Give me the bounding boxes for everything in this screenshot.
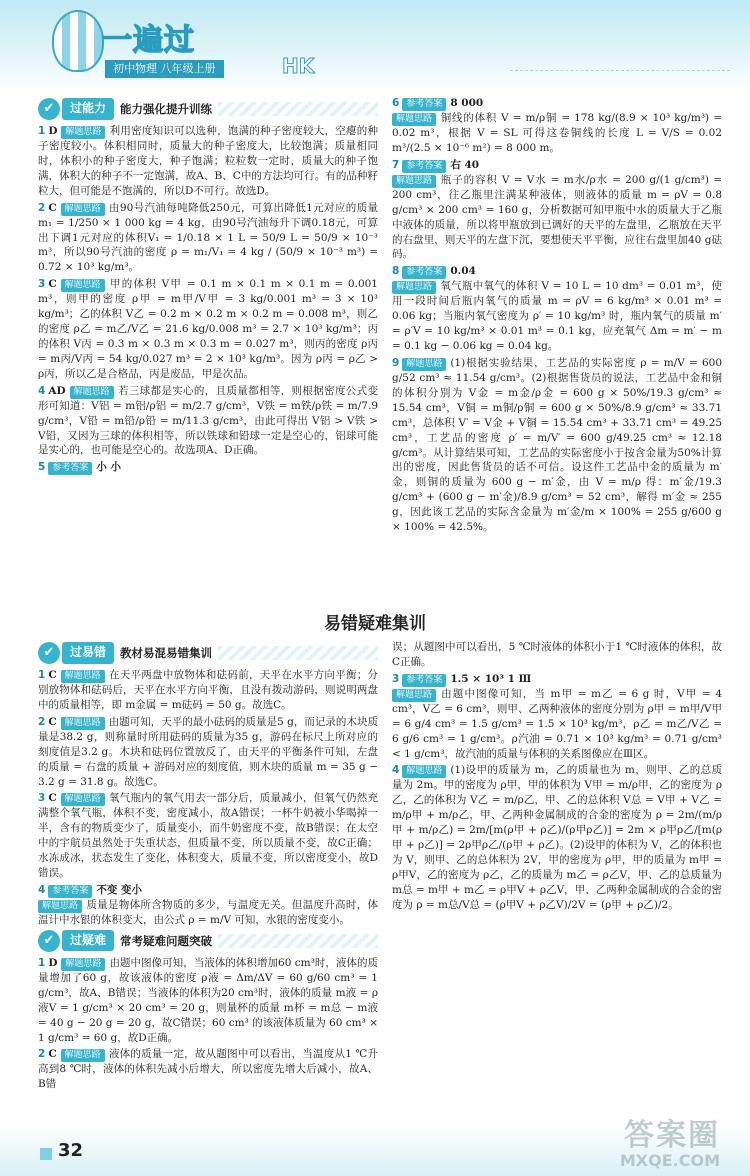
item-answer: C <box>48 1048 57 1061</box>
analysis-label: 解题思路 <box>61 717 105 730</box>
answer-item <box>38 1047 378 1092</box>
answer-item <box>38 883 378 928</box>
right-column-bottom <box>392 640 722 915</box>
item-number: 3 <box>38 792 46 805</box>
item-answer: C <box>48 669 57 681</box>
answer-item <box>392 672 722 762</box>
item-answer: C <box>48 201 57 214</box>
section-header-mistakes <box>38 642 378 664</box>
answer-item <box>392 763 722 912</box>
answer-item <box>38 201 378 276</box>
answer-item <box>38 460 378 475</box>
analysis-label: 解题思路 <box>392 689 436 702</box>
reference-answer: 1.5 × 10³ 1 Ⅲ <box>450 672 532 685</box>
section-bar <box>218 646 378 660</box>
answer-item <box>38 956 378 1046</box>
item-text: 质量是物体所含物质的多少，与温度无关。但温度升高时，体温计中水银的体积变大，由公式 ρ = m/V 可知，水银的密度变小。 <box>38 898 378 926</box>
analysis-label: 解题思路 <box>61 203 105 216</box>
reference-answer: 右 40 <box>450 158 480 171</box>
item-answer: D <box>48 956 58 969</box>
watermark: 答案圈 MXQE.COM <box>619 1118 720 1171</box>
analysis-label: 解题思路 <box>392 281 436 294</box>
section-desc: 常考疑难问题突破 <box>120 933 213 948</box>
item-text: 由题中图像可知，当液体的体积增加60 cm³时，液体的质量增加了60 g，故该液体的密度 ρ液 = Δm/ΔV = 60 g/60 cm³ = 1 g/cm³，故A、B错误；当液体的体积为20 cm³时，液体的质量 m液 = ρ液V = 1 g/cm³ × 20 cm³ = 20 g，则量杯的质量 m杯 = m总 − m液 = 40 g − 20 g = 20 g，故C错误；60 cm³ 的该液体质量为 60 cm³ × 1 g/cm³ = 60 g，故D正确。 <box>38 956 378 1044</box>
section-bar <box>218 102 378 116</box>
item-text: 甲的体积 V甲 = 0.1 m × 0.1 m × 0.1 m = 0.001 m³，则甲的密度 ρ甲 = m甲/V甲 = 3 kg/0.001 m³ = 3 × 10³ kg/m³；乙的体积 V乙 = 0.2 m × 0.2 m × 0.2 m = 0.008 m³，则乙的密度 ρ乙 = m乙/V乙 = 21.6 kg/0.008 m³ = 2.7 × 10³ kg/m³；丙的体积 V丙 = 0.3 m × 0.3 m × 0.3 m = 0.027 m³，则丙的密度 ρ丙 = m丙/V丙 = 54 kg/0.027 m³ = 2 × 10³ kg/m³。因为 ρ丙 = ρ乙 > ρ丙，所以乙是合格品，丙是废品，甲是次品。 <box>38 278 378 380</box>
check-icon: ✔ <box>38 98 60 120</box>
answer-item <box>392 264 722 354</box>
answer-item <box>392 356 722 535</box>
book-subtitle: 初中物理 八年级上册 <box>105 60 224 78</box>
check-icon: ✔ <box>38 642 60 664</box>
analysis-label: 解题思路 <box>38 900 82 913</box>
item-number: 8 <box>392 265 400 278</box>
analysis-label: 解题思路 <box>402 358 446 371</box>
item-number: 4 <box>392 764 400 777</box>
section-tag: 过易错 <box>62 642 114 663</box>
reference-answer: 小 小 <box>96 461 121 474</box>
item-text: 瓶子的容积 V = V水 = m水/ρ水 = 200 g/(1 g/cm³) = 200 cm³，往乙瓶里注满某种液体，则液体的质量 m = ρV = 0.8 g/cm³ × 200 cm³ = 160 g，分析数据可知甲瓶中水的质量大于乙瓶中液体的质量，所以将甲瓶放到已调好的天平的左盘里，乙瓶放在天平的右盘里，则天平的左盘下沉，要想使天平平衡，应往右盘里加40 g砝码。 <box>392 173 722 261</box>
analysis-label: 解题思路 <box>61 1049 105 1062</box>
section-header-difficult <box>38 930 378 952</box>
section-header-ability <box>38 98 378 120</box>
item-text: 由题可知，天平的最小砝码的质量是5 g，而记录的木块质量是38.2 g，则称量时所用砝码的质量为35 g，游码在标尺上所对应的刻度值是3.2 g。木块和砝码位置放反了，由天平的平衡条件可知，左盘的质量 = 右盘的质量 + 游码对应的刻度值，则木块的质量 m = 35 g − 3.2 g = 31.8 g。故选C。 <box>38 715 378 788</box>
item-answer: D <box>48 125 58 137</box>
answer-item <box>38 124 378 199</box>
item-text: 在天平两盘中放物体和砝码前，天平在水平方向平衡；分别放物体和砝码后，天平在水平方向平衡，且没有拨动游码，则说明两盘中的质量相等，即 m金属 = m砝码 = 50 g。故选C。 <box>38 669 378 711</box>
item-number: 2 <box>38 1048 46 1061</box>
page-number: 32 <box>58 1140 84 1162</box>
answer-item <box>38 668 378 713</box>
reference-label: 参考答案 <box>48 885 92 898</box>
item-text: (1)设甲的质量为 m，乙的质量也为 m，则甲、乙的总质量为 2m。甲的密度为 ρ甲，甲的体积为 V甲 = m/ρ甲，乙的密度为 ρ乙，乙的体积为 V乙 = m/ρ乙，甲、乙的总体积 V总 = V甲 + V乙 = m/ρ甲 + m/ρ乙，甲、乙两种金属制成的合金的密度为 ρ = 2m/(m/ρ甲 + m/ρ乙) = 2m/[m(ρ甲 + ρ乙)/(ρ甲ρ乙)] = 2m × ρ甲ρ乙/[m(ρ甲 + ρ乙)] = 2ρ甲ρ乙/(ρ甲 + ρ乙)。(2)设甲的体积为 V，乙的体积也为 V，则甲、乙的总体积为 2V，甲的密度为 ρ甲，甲的质量为 m甲 = ρ甲V，乙的密度为 ρ乙，乙的质量为 m乙 = ρ乙V，甲、乙的总质量为 m总 = m甲 + m乙 = ρ甲V + ρ乙V，甲、乙两种金属制成的合金的密度为 ρ = m总/V总 = (ρ甲V + ρ乙V)/2V = (ρ甲 + ρ乙)/2。 <box>392 764 722 911</box>
item-text: 由90号汽油每吨降低250元，可算出降低1元对应的质量m₁ = 1/250 × 1 000 kg = 4 kg，由90号汽油每升下调0.18元，可算出下调1元对应的体积V₁ = 1/0.18 × 1 L = 50/9 L = 50/9 × 10⁻³ m³，所以90号汽油的密度 ρ = m₁/V₁ = 4 kg / (50/9 × 10⁻³ m³) = 0.72 × 10³ kg/m³。 <box>38 201 378 274</box>
analysis-label: 解题思路 <box>392 113 436 126</box>
reference-label: 参考答案 <box>402 266 446 279</box>
item-text: 氧气瓶内的氧气用去一部分后，质量减小，但氧气仍然充满整个氧气瓶，体积不变，密度减小，故A错误；一杯牛奶被小华喝掉一半，含有的物质变少了，质量变小，而牛奶密度不变，故B错误；在太空中的宇航员虽然处于失重状态，但质量不变，所以质量不变，故C正确；水冻成冰，状态发生了变化，体积变大，质量不变，所以密度变小，故D错误。 <box>38 792 378 880</box>
reference-label: 参考答案 <box>402 674 446 687</box>
section-tag: 过能力 <box>62 98 114 119</box>
left-column-bottom <box>38 640 378 1094</box>
left-column-top <box>38 96 378 477</box>
section-tag: 过疑难 <box>62 930 114 951</box>
brand-logo: 一遍过 <box>102 23 195 58</box>
answer-item <box>38 715 378 790</box>
answer-item <box>38 277 378 381</box>
reference-label: 参考答案 <box>402 160 446 173</box>
answer-item <box>392 96 722 156</box>
analysis-label: 解题思路 <box>61 279 105 292</box>
item-number: 1 <box>38 669 46 681</box>
item-number: 3 <box>38 278 46 291</box>
item-text: 铜线的体积 V = m/ρ铜 = 178 kg/(8.9 × 10³ kg/m³) = 0.02 m³，根据 V = SL 可得这卷铜线的长度 L = V/S = 0.02 m³/(2.5 × 10⁻⁶ m²) = 8 000 m。 <box>392 112 722 154</box>
header-banner <box>0 0 750 90</box>
item-text: 由题中图像可知，当 m甲 = m乙 = 6 g 时，V甲 = 4 cm³，V乙 = 6 cm³，则甲、乙两种液体的密度分别为 ρ甲 = m甲/V甲 = 6 g/4 cm³ = 1.5 g/cm³ = 1.5 × 10³ kg/m³，ρ乙 = m乙/V乙 = 6 g/6 cm³ = 1 g/cm³。ρ汽油 = 0.71 × 10³ kg/m³ = 0.71 g/cm³ < 1 g/cm³，故汽油的质量与体积的关系图像应在Ⅲ区。 <box>392 687 722 760</box>
item-number: 5 <box>38 461 46 474</box>
analysis-label: 解题思路 <box>61 670 105 683</box>
edition-badge: HK <box>282 54 315 78</box>
item-number: 4 <box>38 384 46 397</box>
item-text: 误；从题图中可以看出，5 ℃时液体的体积小于1 ℃时液体的体积，故C正确。 <box>392 641 722 668</box>
right-column-top <box>392 96 722 537</box>
item-number: 1 <box>38 956 46 969</box>
item-number: 4 <box>38 883 46 896</box>
reference-answer: 不变 变小 <box>96 883 142 896</box>
analysis-label: 解题思路 <box>402 765 446 778</box>
item-number: 2 <box>38 715 46 728</box>
item-answer: AD <box>48 384 66 397</box>
item-number: 7 <box>392 158 400 171</box>
analysis-label: 解题思路 <box>61 793 105 806</box>
answer-item <box>392 640 722 670</box>
section-desc: 能力强化提升训练 <box>120 101 213 116</box>
item-answer: C <box>48 715 57 728</box>
item-answer: C <box>48 278 57 291</box>
reference-label: 参考答案 <box>402 98 446 111</box>
analysis-label: 解题思路 <box>61 126 105 139</box>
reference-label: 参考答案 <box>48 462 92 475</box>
item-number: 3 <box>392 672 400 685</box>
item-number: 6 <box>392 97 400 109</box>
section-bar <box>218 934 378 948</box>
page-marker <box>40 1148 52 1160</box>
item-answer: C <box>48 792 57 805</box>
item-number: 9 <box>392 356 400 369</box>
reference-answer: 0.04 <box>450 265 476 278</box>
reference-answer: 8 000 <box>450 97 484 109</box>
analysis-label: 解题思路 <box>61 958 105 971</box>
item-number: 2 <box>38 201 46 214</box>
item-number: 1 <box>38 125 46 137</box>
analysis-label: 解题思路 <box>70 386 114 399</box>
check-icon: ✔ <box>38 930 60 952</box>
item-text: (1)根据实验结果，工艺品的实际密度 ρ = m/V = 600 g/52 cm³ ≈ 11.54 g/cm³。(2)根据售货员的说法，工艺品中金和铜的体积分别为 V金 = m金/ρ金 = 600 g × 50%/19.3 g/cm³ ≈ 15.54 cm³，V铜 = m铜/ρ铜 = 600 g × 50%/8.9 g/cm³ ≈ 33.71 cm³，总体积 V′ = V金 + V铜 = 15.54 cm³ + 33.71 cm³ = 49.25 cm³，工艺品的密度 ρ′ = m/V′ = 600 g/49.25 cm³ ≈ 12.18 g/cm³。从计算结果可知，工艺品的实际密度小于按含金量为50%计算出的密度，因此售货员的话不可信。设这件工艺品中金的质量为 m′金，则铜的质量为 600 g − m′金，由 V = m/ρ 得：m′金/19.3 g/cm³ + (600 g − m′金)/8.9 g/cm³ = 52 cm³，解得 m′金 ≈ 255 g，因此该工艺品的实际含金量为 m′金/m × 100% = 255 g/600 g × 100% = 42.5%。 <box>392 356 722 534</box>
footer <box>0 1118 750 1176</box>
center-section-title: 易错疑难集训 <box>324 614 426 634</box>
answer-item <box>38 791 378 881</box>
decorative-sketch <box>510 10 730 71</box>
item-text: 氧气瓶中氧气的体积 V = 10 L = 10 dm³ = 0.01 m³，使用一段时间后瓶内氧气的质量 m = ρV = 6 kg/m³ × 0.01 m³ = 0.06 kg；当瓶内氧气密度为 ρ′ = 10 kg/m³ 时，瓶内氧气的质量 m′ = ρ′V = 10 kg/m³ × 0.01 m³ = 0.1 kg，应充氧气 Δm = m′ − m = 0.1 kg − 0.06 kg = 0.04 kg。 <box>392 280 722 353</box>
balloon-icon <box>52 10 104 72</box>
item-text: 若三球都是实心的，且质量都相等，则根据密度公式变形可知道：V铝 = m铝/ρ铝 = m/2.7 g/cm³，V铁 = m铁/ρ铁 = m/7.9 g/cm³，V铅 = m铅/ρ铅 = m/11.3 g/cm³，由此可得出 V铝 > V铁 > V铅，又因为三球的体积相等，所以铁球和铅球一定是空心的，铝球可能是实心的，也可能是空心的。故选项A、D正确。 <box>38 384 378 457</box>
answer-item <box>38 384 378 459</box>
section-desc: 教材易混易错集训 <box>120 645 213 660</box>
item-text: 液体的质量一定，故从题图中可以看出，当温度从1 ℃升高到8 ℃时，液体的体积先减小后增大，所以密度先增大后减小，故A、B错 <box>38 1048 378 1091</box>
item-text: 利用密度知识可以选种，饱满的种子密度较大，空瘪的种子密度较小。体积相同时，质量大的种子密度大，比较饱满；质量相同时，体积小的种子密度大，种子饱满；粒粒数一定时，质量大的种子饱满，体积大的种子不一定饱满，故A、B、C中的方法均可行。有的品种籽粒大，但可能是不饱满的，所以D不可行。故选D。 <box>38 125 378 197</box>
analysis-label: 解题思路 <box>392 175 436 188</box>
answer-item <box>392 158 722 263</box>
